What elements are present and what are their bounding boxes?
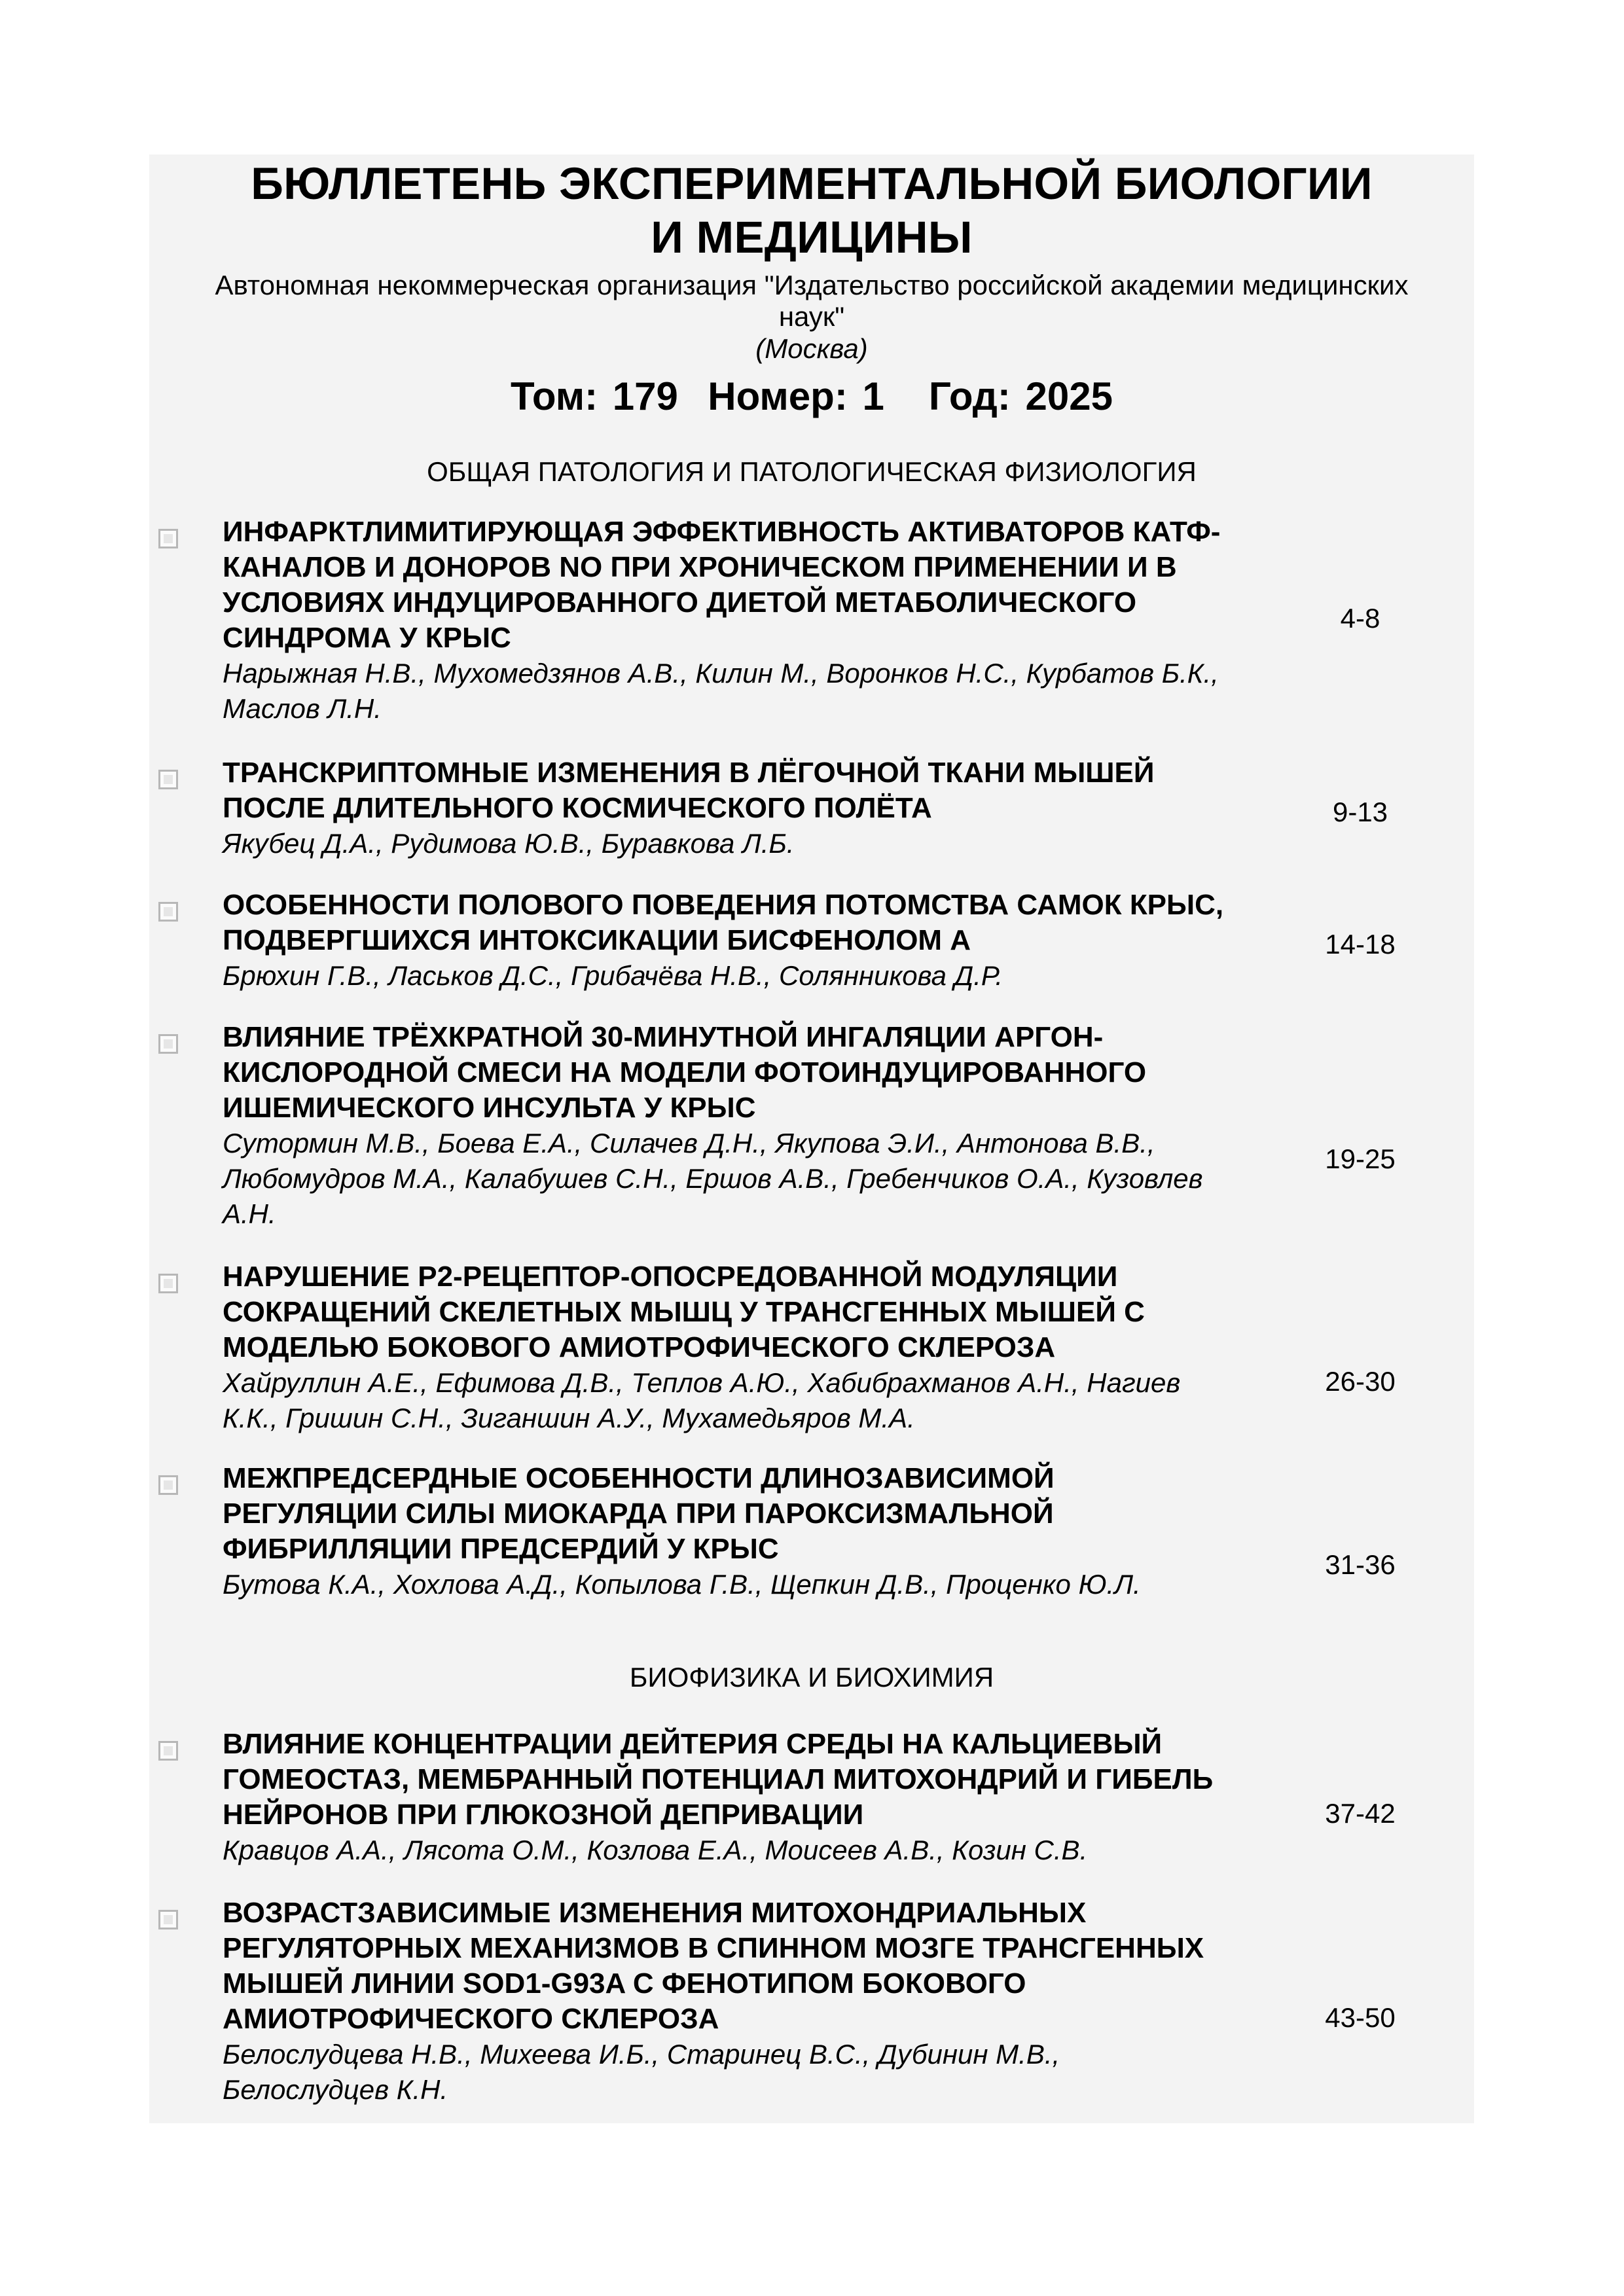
journal-header — [149, 154, 1474, 423]
journal-title-line1: БЮЛЛЕТЕНЬ ЭКСПЕРИМЕНТАЛЬНОЙ БИОЛОГИИ — [251, 158, 1373, 209]
article-pages: 14-18 — [1325, 929, 1396, 960]
article-authors: Брюхин Г.В., Ласьков Д.С., Грибачёва Н.В., Солянникова Д.Р. — [223, 960, 1003, 991]
journal-title-line2: И МЕДИЦИНЫ — [651, 212, 973, 262]
article-pages: 43-50 — [1325, 2002, 1396, 2033]
article-pages: 31-36 — [1325, 1549, 1396, 1580]
article-pages: 26-30 — [1325, 1366, 1396, 1397]
article-title[interactable]: НАРУШЕНИЕ P2-РЕЦЕПТОР-ОПОСРЕДОВАННОЙ МОДУЛЯЦИИ СОКРАЩЕНИЙ СКЕЛЕТНЫХ МЫШЦ У ТРАНСГЕННЫХ МЫШЕЙ С МОДЕЛЬЮ БОКОВОГО АМИОТРОФИЧЕСКОГО СКЛЕРОЗА — [223, 1261, 1145, 1363]
article-checkbox[interactable] — [158, 1910, 178, 1929]
article-checkbox[interactable] — [158, 1274, 178, 1293]
article-title[interactable]: МЕЖПРЕДСЕРДНЫЕ ОСОБЕННОСТИ ДЛИНОЗАВИСИМОЙ РЕГУЛЯЦИИ СИЛЫ МИОКАРДА ПРИ ПАРОКСИЗМАЛЬНОЙ ФИБРИЛЛЯЦИИ ПРЕДСЕРДИЙ У КРЫС — [223, 1462, 1055, 1565]
article-authors: Хайруллин А.Е., Ефимова Д.В., Теплов А.Ю., Хабибрахманов А.Н., Нагиев К.К., Гришин С.Н., Зиганшин А.У., Мухамедьяров М.А. — [223, 1367, 1181, 1433]
article-authors: Кравцов А.А., Лясота О.М., Козлова Е.А., Моисеев А.В., Козин С.В. — [223, 1835, 1088, 1865]
article-checkbox[interactable] — [158, 529, 178, 548]
issue-info — [149, 370, 1474, 423]
article-checkbox[interactable] — [158, 1034, 178, 1054]
article-pages: 4-8 — [1340, 603, 1380, 634]
article-text — [223, 1020, 1231, 1232]
article-authors: Якубец Д.А., Рудимова Ю.В., Буравкова Л.Б. — [223, 828, 795, 859]
article-title[interactable]: ВЛИЯНИЕ ТРЁХКРАТНОЙ 30-МИНУТНОЙ ИНГАЛЯЦИИ АРГОН-КИСЛОРОДНОЙ СМЕСИ НА МОДЕЛИ ФОТОИНДУЦИРОВАННОГО ИШЕМИЧЕСКОГО ИНСУЛЬТА У КРЫС — [223, 1021, 1147, 1124]
article-checkbox[interactable] — [158, 1475, 178, 1495]
publisher-line2: наук" — [778, 301, 845, 332]
article-text — [223, 888, 1231, 994]
issue-number: Номер: 1 — [708, 374, 884, 418]
article-title[interactable]: ВОЗРАСТЗАВИСИМЫЕ ИЗМЕНЕНИЯ МИТОХОНДРИАЛЬНЫХ РЕГУЛЯТОРНЫХ МЕХАНИЗМОВ В СПИННОМ МОЗГЕ ТРАНСГЕННЫХ МЫШЕЙ ЛИНИИ SOD1-G93A С ФЕНОТИПОМ БОКОВОГО АМИОТРОФИЧЕСКОГО СКЛЕРОЗА — [223, 1897, 1204, 2035]
issue-volume: Том: 179 — [511, 374, 678, 418]
article-text — [223, 1461, 1231, 1602]
article-title[interactable]: ВЛИЯНИЕ КОНЦЕНТРАЦИИ ДЕЙТЕРИЯ СРЕДЫ НА КАЛЬЦИЕВЫЙ ГОМЕОСТАЗ, МЕМБРАННЫЙ ПОТЕНЦИАЛ МИТОХОНДРИЙ И ГИБЕЛЬ НЕЙРОНОВ ПРИ ГЛЮКОЗНОЙ ДЕПРИВАЦИИ — [223, 1728, 1214, 1831]
publisher-line1: Автономная некоммерческая организация "Издательство российской академии медицинских — [215, 270, 1409, 300]
article-text — [223, 1727, 1231, 1868]
article-title[interactable]: ИНФАРКТЛИМИТИРУЮЩАЯ ЭФФЕКТИВНОСТЬ АКТИВАТОРОВ КАТФ-КАНАЛОВ И ДОНОРОВ NO ПРИ ХРОНИЧЕСКОМ ПРИМЕНЕНИИ И В УСЛОВИЯХ ИНДУЦИРОВАННОГО ДИЕТОЙ МЕТАБОЛИЧЕСКОГО СИНДРОМА У КРЫС — [223, 516, 1221, 654]
article-text — [223, 755, 1231, 861]
issue-year: Год: 2025 — [928, 374, 1113, 418]
journal-title — [149, 157, 1474, 264]
article-pages: 37-42 — [1325, 1798, 1396, 1829]
article-authors: Белослудцева Н.В., Михеева И.Б., Старинец В.С., Дубинин М.В., Белослудцев К.Н. — [223, 2039, 1060, 2105]
article-text — [223, 514, 1231, 726]
article-title[interactable]: ОСОБЕННОСТИ ПОЛОВОГО ПОВЕДЕНИЯ ПОТОМСТВА САМОК КРЫС, ПОДВЕРГШИХСЯ ИНТОКСИКАЦИИ БИСФЕНОЛОМ А — [223, 889, 1224, 956]
article-authors: Нарыжная Н.В., Мухомедзянов А.В., Килин М., Воронков Н.С., Курбатов Б.К., Маслов Л.Н. — [223, 658, 1219, 724]
section-heading: ОБЩАЯ ПАТОЛОГИЯ И ПАТОЛОГИЧЕСКАЯ ФИЗИОЛОГИЯ — [427, 456, 1197, 487]
publisher-city: (Москва) — [755, 333, 868, 364]
article-authors: Бутова К.А., Хохлова А.Д., Копылова Г.В., Щепкин Д.В., Проценко Ю.Л. — [223, 1569, 1141, 1600]
article-checkbox[interactable] — [158, 1741, 178, 1761]
article-title[interactable]: ТРАНСКРИПТОМНЫЕ ИЗМЕНЕНИЯ В ЛЁГОЧНОЙ ТКАНИ МЫШЕЙ ПОСЛЕ ДЛИТЕЛЬНОГО КОСМИЧЕСКОГО ПОЛЁТА — [223, 757, 1155, 824]
article-pages: 9-13 — [1332, 797, 1388, 827]
publisher — [149, 270, 1474, 332]
article-text — [223, 1259, 1231, 1436]
article-pages: 19-25 — [1325, 1143, 1396, 1174]
contents-panel — [149, 154, 1474, 2123]
article-authors: Сутормин М.В., Боева Е.А., Силачев Д.Н., Якупова Э.И., Антонова В.В., Любомудров М.А., Калабушев С.Н., Ершов А.В., Гребенчиков О.А., Кузовлев А.Н. — [223, 1128, 1203, 1229]
article-checkbox[interactable] — [158, 902, 178, 922]
article-checkbox[interactable] — [158, 770, 178, 789]
article-text — [223, 1895, 1231, 2108]
section-heading: БИОФИЗИКА И БИОХИМИЯ — [629, 1662, 994, 1693]
